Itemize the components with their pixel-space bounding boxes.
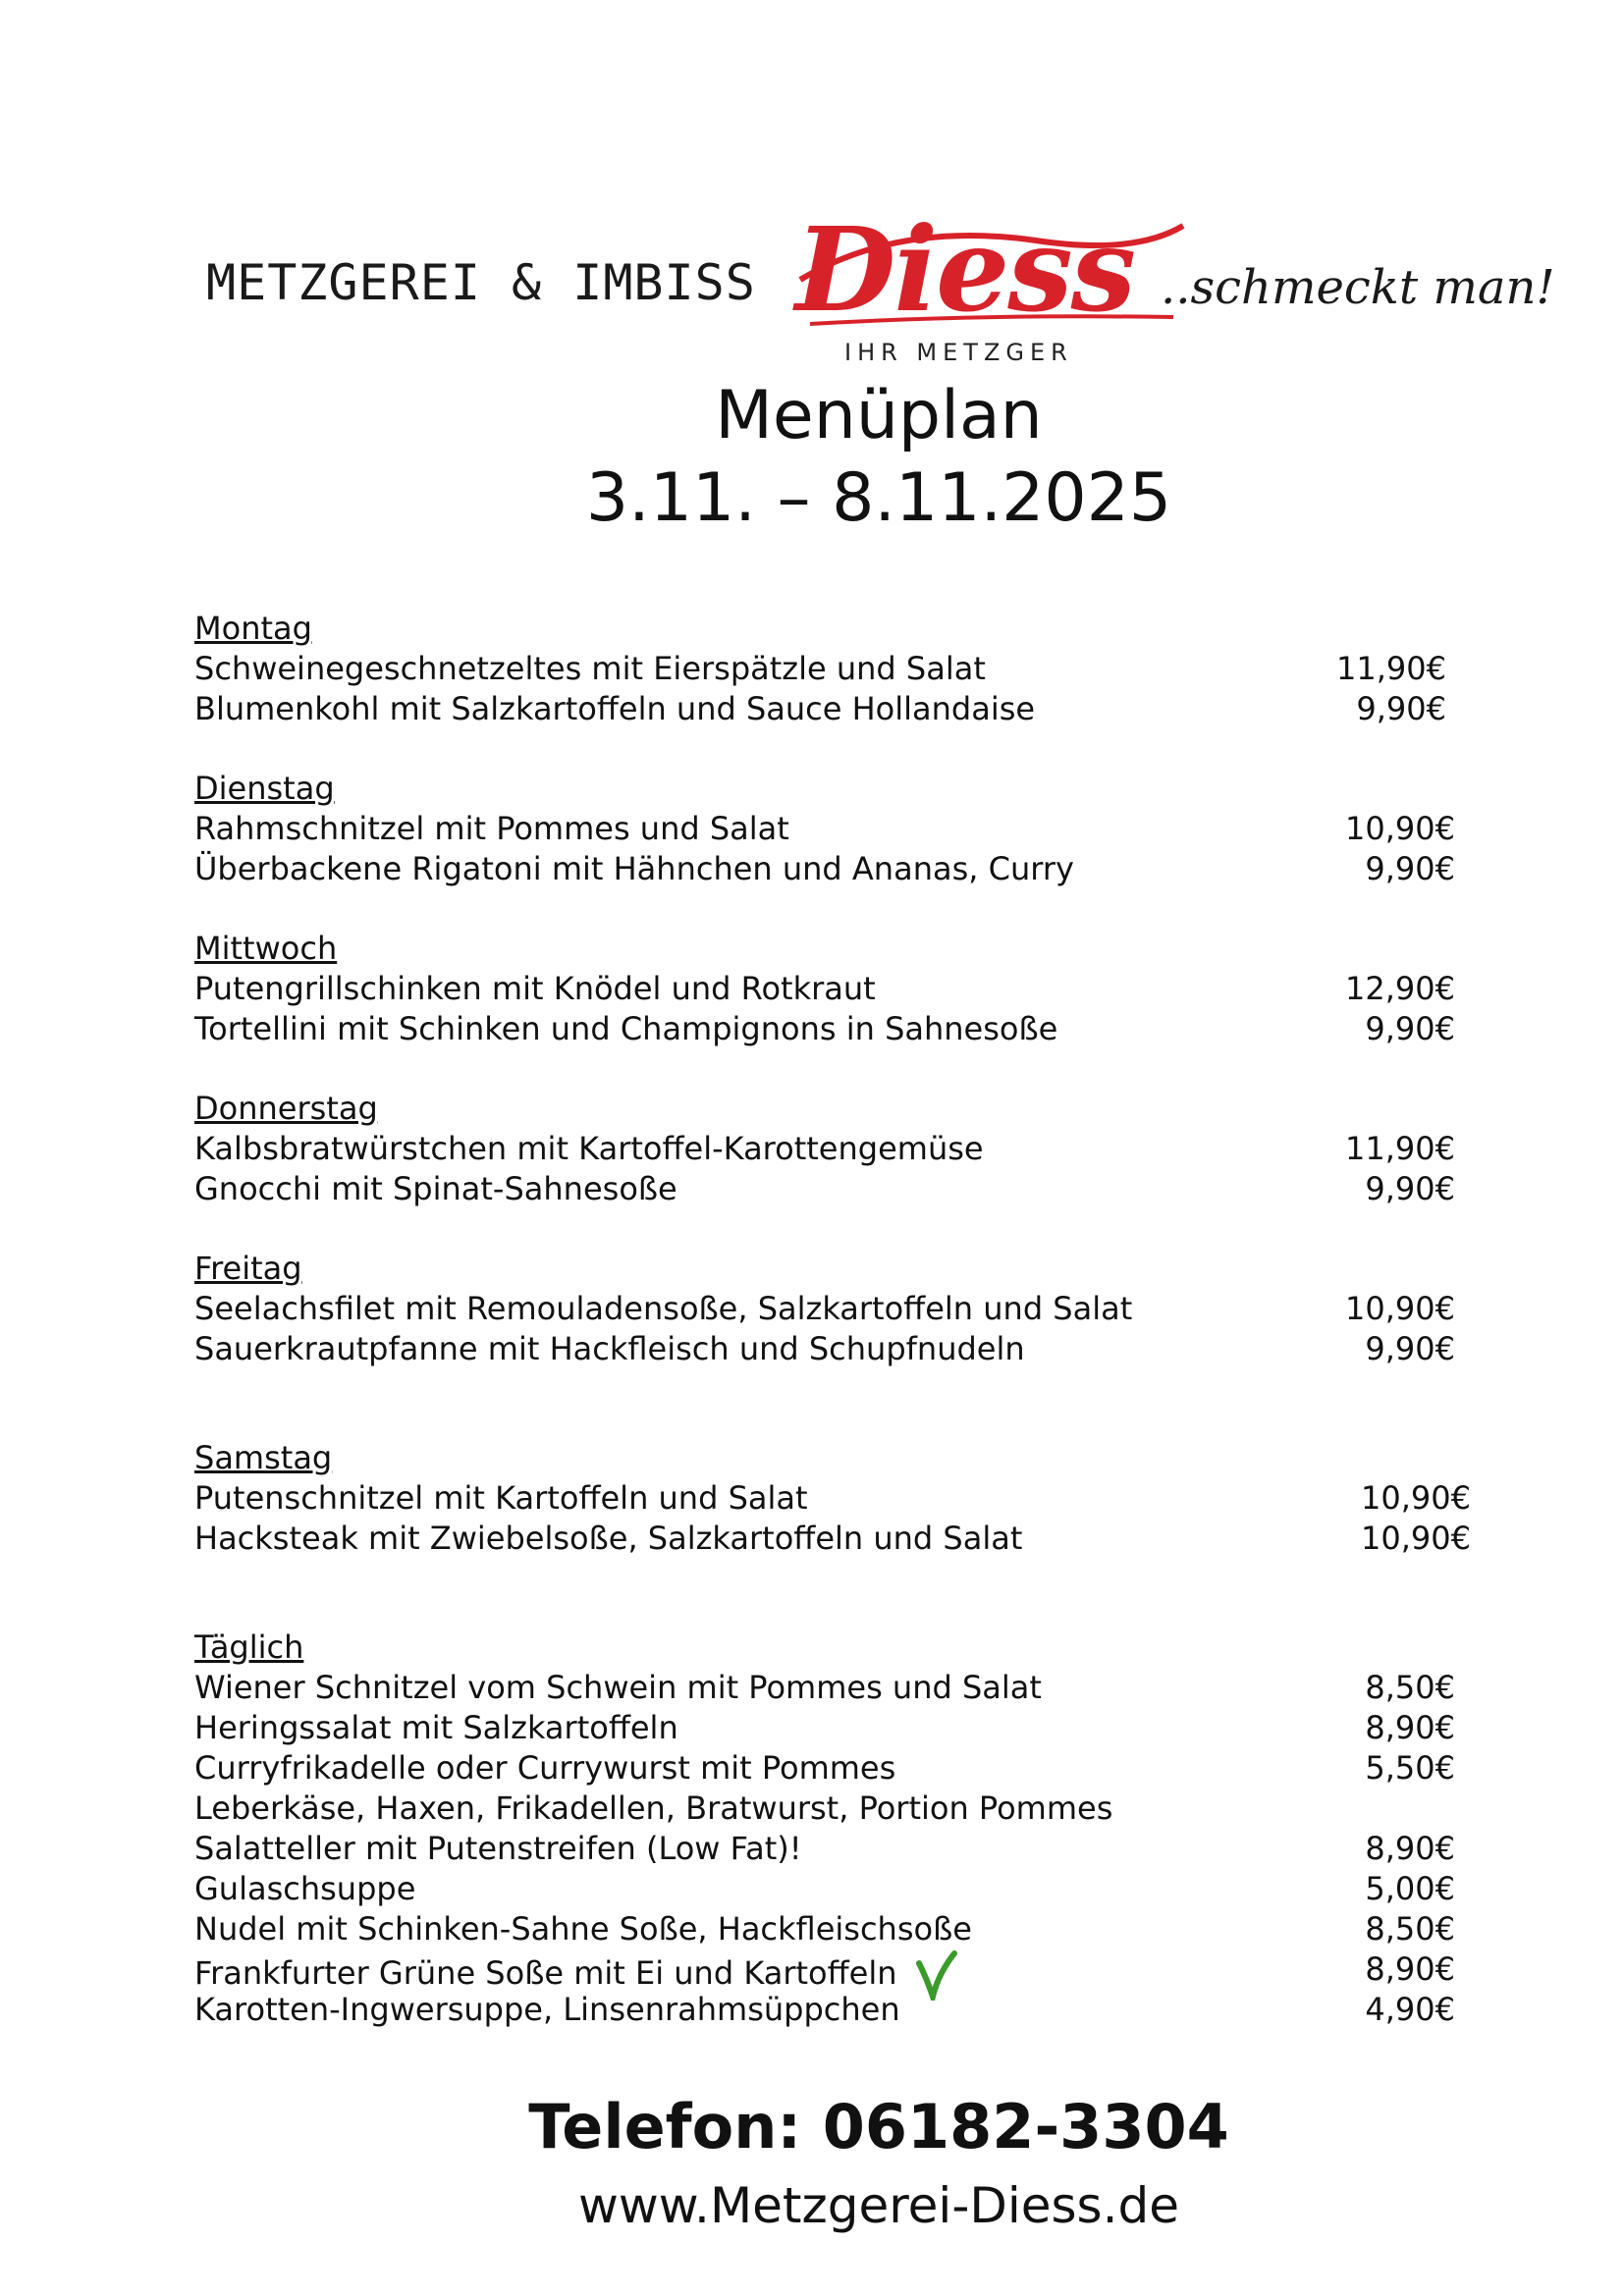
item-name: Kalbsbratwürstchen mit Kartoffel-Karottengemüse bbox=[194, 1130, 984, 1167]
item-price: 8,50€ bbox=[1365, 1910, 1455, 1948]
menu-item bbox=[194, 1990, 1455, 2030]
menu-item bbox=[194, 649, 1446, 689]
section-taeglich bbox=[194, 1628, 1471, 2030]
item-price: 12,90€ bbox=[1345, 970, 1455, 1007]
item-price: 5,50€ bbox=[1365, 1749, 1455, 1787]
item-name: Sauerkrautpfanne mit Hackfleisch und Schupfnudeln bbox=[194, 1330, 1025, 1367]
logo bbox=[206, 201, 1555, 368]
day-heading: Samstag bbox=[194, 1439, 333, 1476]
section-montag bbox=[194, 609, 1471, 729]
item-name: Karotten-Ingwersuppe, Linsenrahmsüppchen bbox=[194, 1991, 900, 2028]
item-name: Leberkäse, Haxen, Frikadellen, Bratwurst, Portion Pommes bbox=[194, 1789, 1113, 1827]
item-name: Heringssalat mit Salzkartoffeln bbox=[194, 1709, 678, 1746]
item-name: Rahmschnitzel mit Pommes und Salat bbox=[194, 810, 789, 847]
logo-tagline: ..schmeckt man! bbox=[1161, 260, 1555, 315]
item-name: Blumenkohl mit Salzkartoffeln und Sauce Hollandaise bbox=[194, 690, 1036, 727]
menu-item bbox=[194, 1748, 1455, 1789]
menu-item bbox=[194, 1829, 1455, 1869]
logo-left-text: METZGEREI & IMBISS bbox=[206, 254, 756, 311]
section-freitag bbox=[194, 1249, 1471, 1369]
item-price: 10,90€ bbox=[1361, 1520, 1471, 1557]
website-link[interactable]: www.Metzgerei-Diess.de bbox=[577, 2177, 1180, 2234]
menu-item bbox=[194, 1478, 1471, 1519]
item-name: Schweinegeschnetzeltes mit Eierspätzle und Salat bbox=[194, 650, 986, 687]
day-heading: Dienstag bbox=[194, 770, 335, 807]
item-name: Gnocchi mit Spinat-Sahnesoße bbox=[194, 1170, 677, 1207]
menu-item bbox=[194, 1949, 1455, 1990]
item-price: 9,90€ bbox=[1365, 1010, 1455, 1047]
menu-item bbox=[194, 1329, 1455, 1369]
menu-list bbox=[194, 609, 1471, 2069]
item-price: 9,90€ bbox=[1356, 690, 1446, 727]
day-heading: Freitag bbox=[194, 1250, 302, 1287]
page-title: Menüplan bbox=[715, 377, 1043, 454]
item-price: 9,90€ bbox=[1365, 1330, 1455, 1367]
menu-item bbox=[194, 1169, 1455, 1209]
item-price: 10,90€ bbox=[1345, 810, 1455, 847]
item-name: Nudel mit Schinken-Sahne Soße, Hackfleischsoße bbox=[194, 1910, 972, 1948]
item-price: 10,90€ bbox=[1345, 1290, 1455, 1327]
menu-item bbox=[194, 1519, 1471, 1559]
item-name: Tortellini mit Schinken und Champignons in Sahnesoße bbox=[194, 1010, 1058, 1047]
menu-item bbox=[194, 689, 1446, 729]
menu-item bbox=[194, 1789, 1455, 1829]
menu-item bbox=[194, 809, 1455, 849]
item-name: Salatteller mit Putenstreifen (Low Fat)! bbox=[194, 1830, 802, 1867]
item-price: 4,90€ bbox=[1365, 1991, 1455, 2028]
item-name: Curryfrikadelle oder Currywurst mit Pommes bbox=[194, 1749, 896, 1787]
item-price: 11,90€ bbox=[1345, 1130, 1455, 1167]
item-name: Hacksteak mit Zwiebelsoße, Salzkartoffeln und Salat bbox=[194, 1520, 1023, 1557]
item-price: 8,90€ bbox=[1365, 1950, 1455, 1988]
item-name: Wiener Schnitzel vom Schwein mit Pommes und Salat bbox=[194, 1669, 1042, 1706]
item-price: 11,90€ bbox=[1336, 650, 1446, 687]
date-range: 3.11. – 8.11.2025 bbox=[585, 459, 1172, 537]
day-heading: Donnerstag bbox=[194, 1090, 378, 1127]
day-heading: Mittwoch bbox=[194, 930, 338, 967]
section-dienstag bbox=[194, 769, 1471, 889]
day-heading: Montag bbox=[194, 610, 312, 647]
item-price: 8,50€ bbox=[1365, 1669, 1455, 1706]
menu-item bbox=[194, 1668, 1455, 1708]
section-samstag bbox=[194, 1438, 1471, 1559]
item-price: 9,90€ bbox=[1365, 1170, 1455, 1207]
phone-number: Telefon: 06182-3304 bbox=[528, 2091, 1229, 2163]
item-price: 8,90€ bbox=[1365, 1830, 1455, 1867]
menu-item bbox=[194, 1708, 1455, 1748]
menu-item bbox=[194, 1289, 1455, 1329]
section-donnerstag bbox=[194, 1089, 1471, 1209]
item-name: Gulaschsuppe bbox=[194, 1870, 416, 1907]
item-price: 9,90€ bbox=[1365, 850, 1455, 887]
menu-item bbox=[194, 1009, 1455, 1049]
item-price: 10,90€ bbox=[1361, 1479, 1471, 1517]
item-name: Seelachsfilet mit Remouladensoße, Salzkartoffeln und Salat bbox=[194, 1290, 1133, 1327]
menu-item bbox=[194, 969, 1455, 1009]
item-name: Putengrillschinken mit Knödel und Rotkraut bbox=[194, 970, 876, 1007]
menu-item bbox=[194, 1909, 1455, 1949]
menu-item bbox=[194, 1129, 1455, 1169]
item-name: Putenschnitzel mit Kartoffeln und Salat bbox=[194, 1479, 808, 1517]
logo-brand: Diess bbox=[795, 201, 1135, 338]
item-name: Frankfurter Grüne Soße mit Ei und Kartoffeln bbox=[194, 1954, 897, 1992]
item-name: Überbackene Rigatoni mit Hähnchen und Ananas, Curry bbox=[194, 850, 1074, 887]
day-heading: Täglich bbox=[194, 1629, 304, 1666]
item-price: 5,00€ bbox=[1365, 1870, 1455, 1907]
logo-subtitle: IHR METZGER bbox=[844, 339, 1073, 366]
menu-item bbox=[194, 1869, 1455, 1909]
item-price: 8,90€ bbox=[1365, 1709, 1455, 1746]
menu-item bbox=[194, 849, 1455, 889]
section-mittwoch bbox=[194, 929, 1471, 1049]
